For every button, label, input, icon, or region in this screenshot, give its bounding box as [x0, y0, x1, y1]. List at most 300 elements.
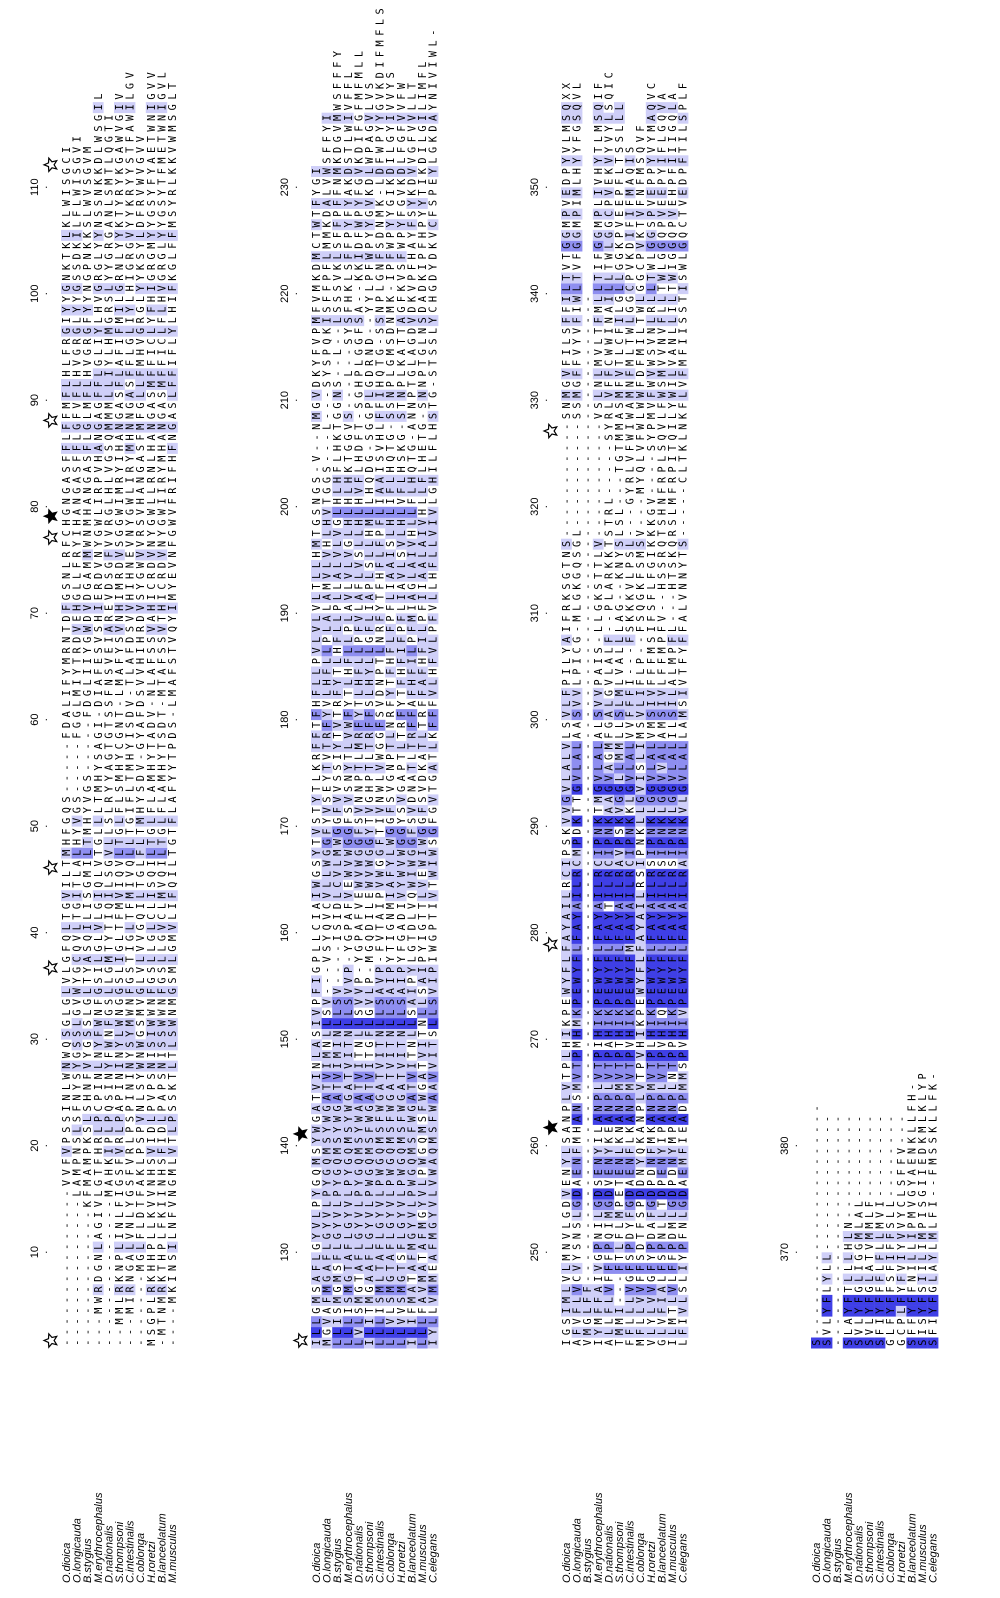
- residue: G: [344, 1276, 355, 1282]
- residue: E: [626, 1169, 637, 1175]
- residue: L: [594, 626, 605, 632]
- residue: I: [333, 1041, 344, 1047]
- residue: K: [626, 1126, 637, 1133]
- residue: L: [168, 1233, 179, 1239]
- residue: F: [62, 1159, 73, 1165]
- residue: Q: [344, 1148, 355, 1154]
- residue: L: [594, 392, 605, 398]
- residue: V: [126, 541, 137, 547]
- residue: M: [126, 892, 137, 898]
- residue: T: [312, 786, 323, 792]
- residue: L: [136, 956, 147, 962]
- residue: -: [583, 1222, 594, 1228]
- residue: W: [94, 519, 105, 526]
- residue: F: [62, 456, 73, 462]
- residue: L: [73, 1191, 84, 1197]
- residue: L: [386, 1233, 397, 1239]
- residue: S: [386, 402, 397, 408]
- residue: L: [157, 796, 168, 802]
- residue: G: [386, 924, 397, 930]
- residue: T: [157, 1265, 168, 1271]
- residue: N: [333, 392, 344, 398]
- residue: M: [73, 690, 84, 696]
- position-tick-dot: .: [288, 825, 300, 828]
- residue: L: [429, 456, 440, 462]
- residue: Y: [594, 1148, 605, 1154]
- residue: I: [312, 1073, 323, 1079]
- species-label: O.dioica: [561, 1543, 573, 1583]
- residue: F: [376, 541, 387, 547]
- residue: -: [594, 488, 605, 494]
- residue: V: [94, 562, 105, 568]
- residue: S: [573, 1095, 584, 1101]
- residue: L: [94, 1127, 105, 1133]
- residue: L: [312, 615, 323, 621]
- residue: V: [397, 1308, 408, 1314]
- residue: Y: [312, 1137, 323, 1143]
- residue: G: [397, 935, 408, 941]
- residue: W: [62, 199, 73, 206]
- residue: H: [376, 573, 387, 579]
- residue: H: [333, 647, 344, 653]
- residue: S: [397, 999, 408, 1005]
- residue: Y: [418, 211, 429, 217]
- residue: M: [157, 1329, 168, 1335]
- residue: Y: [365, 669, 376, 675]
- residue: V: [429, 1063, 440, 1069]
- residue: R: [126, 1147, 137, 1154]
- residue: G: [594, 1201, 605, 1207]
- residue: F: [344, 94, 355, 100]
- residue: L: [365, 1329, 376, 1335]
- residue: N: [157, 424, 168, 430]
- residue: Q: [333, 1159, 344, 1165]
- residue: T: [615, 1180, 626, 1186]
- residue: I: [168, 605, 179, 611]
- residue: I: [418, 594, 429, 600]
- residue: L: [115, 370, 126, 376]
- residue: R: [157, 572, 168, 579]
- residue: A: [604, 583, 615, 589]
- residue: A: [418, 1073, 429, 1079]
- residue: D: [157, 722, 168, 728]
- residue: D: [562, 179, 573, 185]
- residue: V: [397, 104, 408, 110]
- residue: A: [386, 1084, 397, 1090]
- residue: H: [73, 370, 84, 376]
- residue: G: [354, 339, 365, 345]
- residue: M: [386, 349, 397, 355]
- residue: L: [386, 1009, 397, 1015]
- residue: Y: [73, 669, 84, 675]
- residue: I: [429, 1340, 440, 1346]
- position-tick-dot: .: [538, 718, 550, 721]
- residue: I: [168, 477, 179, 483]
- residue: F: [73, 211, 84, 217]
- residue: G: [376, 733, 387, 739]
- residue: -: [73, 1297, 84, 1303]
- residue: G: [354, 392, 365, 398]
- residue: L: [429, 157, 440, 163]
- residue: G: [333, 136, 344, 142]
- residue: L: [615, 126, 626, 132]
- residue: L: [615, 307, 626, 313]
- residue: W: [418, 838, 429, 845]
- residue: Y: [636, 924, 647, 930]
- position-tick: 200: [279, 497, 291, 515]
- residue: L: [386, 1329, 397, 1335]
- residue: S: [397, 1297, 408, 1303]
- residue: M: [418, 1276, 429, 1282]
- residue: F: [407, 1254, 418, 1260]
- residue: C: [62, 530, 73, 536]
- residue: G: [604, 754, 615, 760]
- residue: V: [323, 892, 334, 898]
- residue: L: [73, 701, 84, 707]
- residue: Y: [397, 221, 408, 227]
- species-label: H.roretzi: [396, 1541, 408, 1583]
- residue: G: [323, 1169, 334, 1175]
- residue: K: [573, 583, 584, 590]
- residue: P: [323, 637, 334, 643]
- residue: C: [594, 860, 605, 866]
- residue: K: [376, 82, 387, 89]
- residue: N: [115, 264, 126, 270]
- residue: F: [354, 1254, 365, 1260]
- residue: W: [323, 167, 334, 174]
- residue: F: [636, 946, 647, 952]
- residue: Y: [604, 1148, 615, 1154]
- residue: Y: [94, 541, 105, 547]
- residue: T: [407, 935, 418, 941]
- residue: H: [83, 818, 94, 824]
- residue: L: [429, 594, 440, 600]
- residue: P: [429, 626, 440, 632]
- residue: S: [594, 583, 605, 589]
- residue: I: [312, 914, 323, 920]
- residue: N: [562, 1169, 573, 1175]
- residue: E: [94, 594, 105, 600]
- residue: V: [73, 999, 84, 1005]
- residue: S: [407, 1137, 418, 1143]
- residue: M: [115, 775, 126, 781]
- residue: S: [615, 136, 626, 142]
- residue: F: [407, 498, 418, 504]
- residue: T: [615, 1254, 626, 1260]
- residue: G: [344, 445, 355, 451]
- residue: L: [94, 828, 105, 834]
- residue: Q: [573, 562, 584, 568]
- residue: M: [83, 871, 94, 877]
- residue: A: [604, 1116, 615, 1122]
- residue: S: [323, 1009, 334, 1015]
- residue: F: [418, 701, 429, 707]
- residue: G: [136, 402, 147, 408]
- residue: G: [573, 541, 584, 547]
- residue: S: [594, 711, 605, 717]
- residue: L: [562, 136, 573, 142]
- residue: Q: [104, 434, 115, 440]
- residue: T: [333, 1084, 344, 1090]
- residue: P: [312, 999, 323, 1005]
- residue: Q: [157, 871, 168, 877]
- residue: P: [344, 967, 355, 973]
- residue: F: [397, 711, 408, 717]
- residue: S: [376, 1127, 387, 1133]
- residue: I: [94, 339, 105, 345]
- residue: F: [615, 956, 626, 962]
- residue: K: [626, 806, 637, 813]
- residue: L: [126, 328, 137, 334]
- residue: D: [354, 147, 365, 153]
- residue: L: [62, 701, 73, 707]
- residue: L: [147, 796, 158, 802]
- residue: S: [365, 434, 376, 440]
- residue: M: [376, 211, 387, 217]
- residue: L: [73, 200, 84, 206]
- residue: F: [615, 935, 626, 941]
- residue: N: [168, 1265, 179, 1271]
- residue: M: [626, 189, 637, 195]
- residue: I: [573, 307, 584, 313]
- residue: M: [418, 83, 429, 89]
- residue: V: [397, 498, 408, 504]
- residue: G: [615, 796, 626, 802]
- residue: M: [418, 1222, 429, 1228]
- residue: -: [583, 818, 594, 824]
- residue: C: [333, 882, 344, 888]
- residue: L: [429, 434, 440, 440]
- residue: V: [594, 690, 605, 696]
- residue: V: [376, 701, 387, 707]
- residue: W: [376, 1104, 387, 1111]
- residue: M: [168, 221, 179, 227]
- residue: F: [126, 903, 137, 909]
- residue: N: [594, 1159, 605, 1165]
- residue: Q: [168, 626, 179, 632]
- residue: -: [344, 349, 355, 355]
- residue: -: [583, 914, 594, 920]
- residue: A: [407, 701, 418, 707]
- residue: F: [73, 733, 84, 739]
- residue: G: [115, 520, 126, 526]
- residue: A: [604, 711, 615, 717]
- residue: A: [157, 786, 168, 792]
- residue: T: [344, 1073, 355, 1079]
- residue: K: [407, 295, 418, 302]
- residue: A: [407, 562, 418, 568]
- residue: G: [407, 445, 418, 451]
- residue: P: [604, 999, 615, 1005]
- residue: G: [604, 690, 615, 696]
- residue: W: [365, 157, 376, 164]
- residue: L: [573, 605, 584, 611]
- residue: I: [126, 275, 137, 281]
- residue: L: [168, 179, 179, 185]
- residue: L: [418, 488, 429, 494]
- residue: P: [354, 370, 365, 376]
- residue: W: [354, 220, 365, 227]
- residue: W: [418, 859, 429, 866]
- residue: T: [386, 1041, 397, 1047]
- residue: R: [62, 646, 73, 653]
- residue: H: [397, 669, 408, 675]
- residue: -: [583, 679, 594, 685]
- residue: G: [615, 296, 626, 302]
- residue: V: [136, 541, 147, 547]
- residue: L: [397, 509, 408, 515]
- residue: -: [83, 1212, 94, 1218]
- residue: M: [168, 126, 179, 132]
- residue: N: [62, 498, 73, 504]
- position-tick-dot: .: [288, 186, 300, 189]
- residue: W: [344, 870, 355, 877]
- residue: S: [333, 296, 344, 302]
- residue: L: [62, 434, 73, 440]
- residue: P: [323, 275, 334, 281]
- residue: V: [312, 1222, 323, 1228]
- residue: -: [83, 1222, 94, 1228]
- species-label: B.stygius: [582, 1538, 594, 1583]
- residue: L: [83, 1009, 94, 1015]
- residue: Y: [104, 275, 115, 281]
- residue: N: [594, 1233, 605, 1239]
- residue: G: [365, 381, 376, 387]
- residue: L: [407, 1329, 418, 1335]
- residue: V: [333, 722, 344, 728]
- residue: L: [136, 860, 147, 866]
- residue: I: [157, 1052, 168, 1058]
- residue: H: [429, 424, 440, 430]
- residue: -: [104, 1318, 115, 1324]
- residue: V: [365, 200, 376, 206]
- residue: I: [104, 115, 115, 121]
- residue: M: [126, 1020, 137, 1026]
- residue: L: [615, 946, 626, 952]
- residue: L: [429, 637, 440, 643]
- residue: A: [83, 573, 94, 579]
- residue: N: [126, 530, 137, 536]
- residue: E: [73, 615, 84, 621]
- residue: A: [73, 509, 84, 515]
- residue: L: [397, 1009, 408, 1015]
- residue: I: [94, 498, 105, 504]
- residue: S: [365, 701, 376, 707]
- residue: P: [376, 892, 387, 898]
- residue: F: [407, 722, 418, 728]
- residue: A: [636, 914, 647, 920]
- residue: V: [626, 1073, 637, 1079]
- residue: P: [354, 637, 365, 643]
- residue: G: [397, 1222, 408, 1228]
- residue: F: [168, 541, 179, 547]
- residue: Y: [407, 967, 418, 973]
- residue: K: [397, 444, 408, 451]
- residue: P: [562, 1063, 573, 1069]
- residue: Y: [312, 189, 323, 195]
- residue: L: [104, 349, 115, 355]
- residue: V: [429, 1180, 440, 1186]
- residue: -: [83, 1340, 94, 1346]
- residue: F: [626, 637, 637, 643]
- residue: V: [583, 1340, 594, 1346]
- residue: P: [562, 679, 573, 685]
- residue: F: [626, 701, 637, 707]
- residue: M: [104, 179, 115, 185]
- position-tick: 230: [279, 178, 291, 196]
- residue: T: [365, 1052, 376, 1058]
- residue: L: [615, 775, 626, 781]
- residue: W: [407, 881, 418, 888]
- residue: L: [344, 637, 355, 643]
- residue: K: [344, 284, 355, 291]
- residue: F: [386, 647, 397, 653]
- residue: H: [418, 232, 429, 238]
- residue: T: [604, 541, 615, 547]
- residue: G: [333, 402, 344, 408]
- residue: G: [365, 1041, 376, 1047]
- residue: M: [344, 1286, 355, 1292]
- residue: N: [594, 381, 605, 387]
- residue: A: [365, 1276, 376, 1282]
- residue: R: [365, 732, 376, 739]
- residue: V: [397, 573, 408, 579]
- residue: R: [354, 732, 365, 739]
- residue: S: [386, 413, 397, 419]
- residue: T: [376, 360, 387, 366]
- residue: V: [354, 168, 365, 174]
- residue: A: [115, 360, 126, 366]
- residue: F: [626, 370, 637, 376]
- residue: G: [407, 583, 418, 589]
- residue: L: [333, 658, 344, 664]
- residue: F: [562, 967, 573, 973]
- residue: F: [376, 615, 387, 621]
- residue: T: [615, 1340, 626, 1346]
- residue: Y: [344, 701, 355, 707]
- residue: L: [386, 147, 397, 153]
- species-label: M.erythrocephalus: [93, 1492, 105, 1583]
- residue: V: [594, 349, 605, 355]
- residue: L: [168, 339, 179, 345]
- residue: F: [626, 445, 637, 451]
- residue: F: [333, 466, 344, 472]
- residue: H: [94, 1148, 105, 1154]
- residue: F: [344, 211, 355, 217]
- residue: S: [333, 775, 344, 781]
- residue: -: [583, 530, 594, 536]
- residue: C: [573, 860, 584, 866]
- residue: P: [126, 1127, 137, 1133]
- residue: S: [344, 1127, 355, 1133]
- residue: -: [62, 1254, 73, 1260]
- residue: V: [562, 1084, 573, 1090]
- residue: V: [594, 413, 605, 419]
- residue: W: [376, 870, 387, 877]
- position-tick-dot: .: [538, 825, 550, 828]
- residue: K: [386, 178, 397, 185]
- residue: V: [62, 1180, 73, 1186]
- residue: H: [94, 307, 105, 313]
- residue: V: [429, 530, 440, 536]
- residue: N: [354, 796, 365, 802]
- residue: F: [594, 83, 605, 89]
- residue: M: [354, 94, 365, 100]
- residue: S: [73, 1137, 84, 1143]
- residue: G: [386, 775, 397, 781]
- residue: V: [354, 488, 365, 494]
- residue: P: [594, 679, 605, 685]
